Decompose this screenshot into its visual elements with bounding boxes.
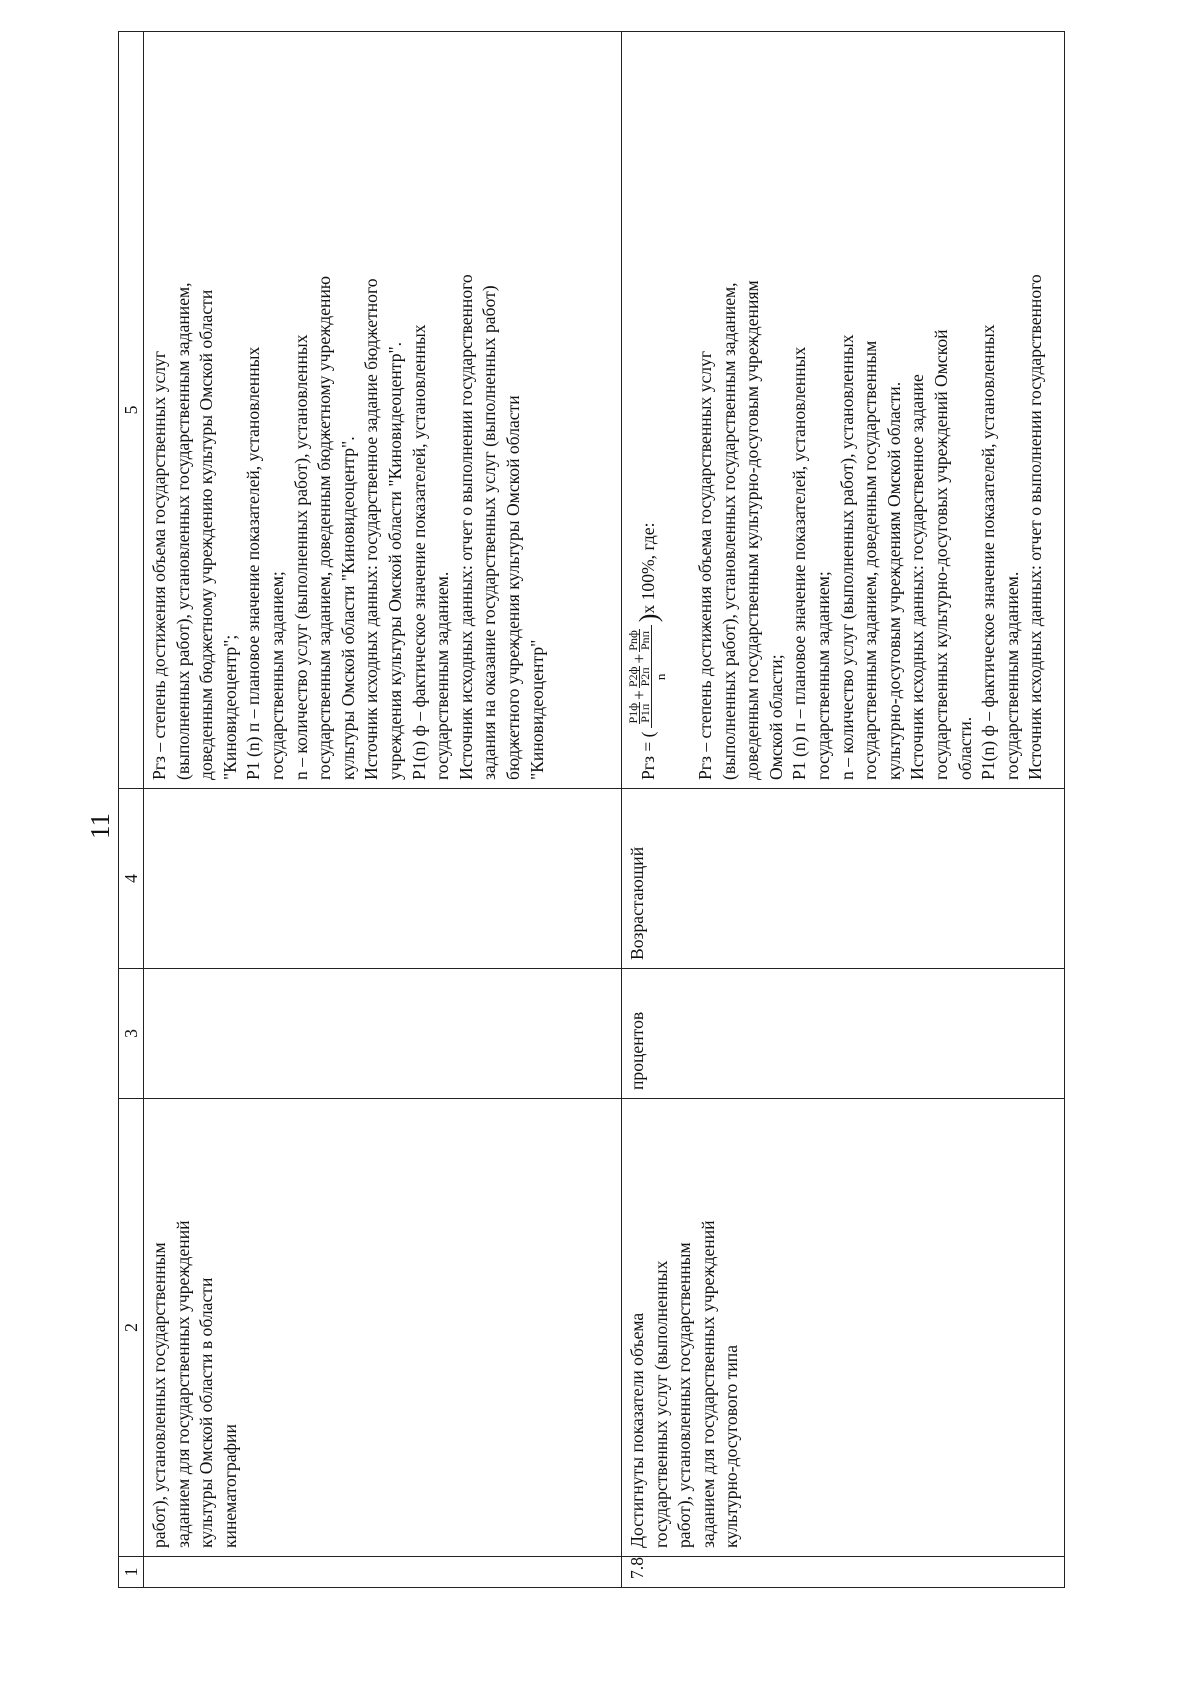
text-line: области. [954,716,975,780]
term-top: Р1ф [626,703,640,724]
formula-term [628,666,651,688]
column-number-cell: 5 [119,32,144,789]
text-line: заданием для государственных учреждений [697,1220,718,1548]
page-number: 11 [85,813,115,839]
text-line: доведенным государственным культурно-досуговым учреждениям [742,280,763,780]
text-line: культуры Омской области "Киновидеоцентр". [337,436,358,780]
text-line: государственным заданием, доведенным бюджетному учреждению [314,275,335,780]
plus-sign: + [629,690,649,701]
term-bottom: Р1п [638,703,652,723]
text-line: государственным заданием; [266,571,287,780]
formula-term [628,629,651,651]
text-line: Ргз – степень достижения объема государственных услуг [695,350,715,780]
text-line: государственных культурно-досуговых учреждений Омской [930,329,951,780]
unit-cell: процентов [622,969,1065,1099]
unit-cell [144,969,622,1099]
table-row [144,32,622,1588]
term-bottom: Р2п [638,667,652,687]
text-line: задания на оказание государственных услуг (выполненных работ) [479,285,500,780]
indicator-type-cell: Возрастающий [622,789,1065,969]
formula-close-paren: ) [634,613,663,623]
text-line: Источник исходных данных: государственное задание бюджетного [361,278,382,780]
table-row [622,32,1065,1588]
text-line: культурно-досугового типа [721,1345,742,1548]
text-line: культуры Омской области в области [196,1277,217,1548]
text-line: n – количество услуг (выполненных работ), установленных [836,334,857,780]
formula-term [628,702,651,724]
text-line: Омской области; [765,654,786,780]
formula-rhs: х 100%, где: [638,522,659,614]
text-line: учреждения культуры Омской области "Киновидеоцентр". [384,341,405,780]
text-line: государственным заданием; [812,571,833,780]
indicator-name-cell [144,1099,622,1557]
text-line: доведенным бюджетному учреждению культуры Омской области [196,289,217,780]
text-line: Источник исходных данных: отчет о выполнении государственного [455,274,476,780]
indicator-type-cell [144,789,622,969]
text-line: Источник исходных данных: государственное задание [907,374,928,780]
text-line: работ), установленных государственным [149,1242,169,1548]
text-line: Ргз – степень достижения объема государственных услуг [149,350,169,780]
text-line: Источник исходных данных: отчет о выполнении государственного [1025,274,1046,780]
indicator-name-cell [622,1099,1065,1557]
text-line: "Киновидеоцентр" [526,639,547,780]
text-line: Р1 (n) п – плановое значение показателей, установленных [243,346,264,780]
indicators-table [118,31,1065,1588]
text-line: Р1(n) ф – фактическое значение показателей, установленных [978,324,999,780]
formula [626,38,672,780]
term-top: Р2ф [626,666,640,688]
formula-lhs: Ргз = ( [638,731,659,780]
formula-denominator: n [653,673,668,681]
text-line: Р1 (n) п – плановое значение показателей, установленных [789,346,810,780]
text-line: (выполненных работ), установленных государственным заданием, [718,282,739,780]
plus-sign: + [629,653,649,664]
column-number-cell: 4 [119,789,144,969]
text-line: (выполненных работ), установленных государственным заданием, [172,282,193,780]
column-number-cell: 3 [119,969,144,1099]
rotated-table-container [118,32,1086,1588]
formula-numerator [628,625,652,728]
term-top: Рnф [626,630,640,651]
calculation-method-cell [144,32,622,789]
calculation-method-cell [622,32,1065,789]
text-line: государственным заданием, доведенным государственным [860,340,881,780]
term-bottom: Рnп [638,630,652,651]
column-number-cell: 1 [119,1557,144,1588]
text-line: работ), установленных государственным [674,1242,695,1548]
calculation-description [694,38,1048,780]
text-line: культурно-досуговым учреждениям Омской области. [883,381,904,780]
text-line: бюджетного учреждения культуры Омской области [502,395,523,780]
row-number-cell: 7.8 [622,1557,1065,1588]
text-line: кинематографии [219,1424,240,1548]
text-line: государственных услуг (выполненных [650,1260,671,1548]
formula-fraction [628,625,670,728]
text-line: заданием для государственных учреждений [172,1220,193,1548]
row-number-cell [144,1557,622,1588]
text-line: Достигнуты показатели объема [627,1312,647,1548]
column-number-row [119,32,144,1588]
text-line: государственным заданием. [1001,571,1022,780]
text-line: Р1(n) ф – фактическое значение показателей, установленных [408,324,429,780]
column-number-cell: 2 [119,1099,144,1557]
text-line: n – количество услуг (выполненных работ), установленных [290,334,311,780]
text-line: государственным заданием. [432,571,453,780]
text-line: "Киновидеоцентр"; [219,634,240,780]
